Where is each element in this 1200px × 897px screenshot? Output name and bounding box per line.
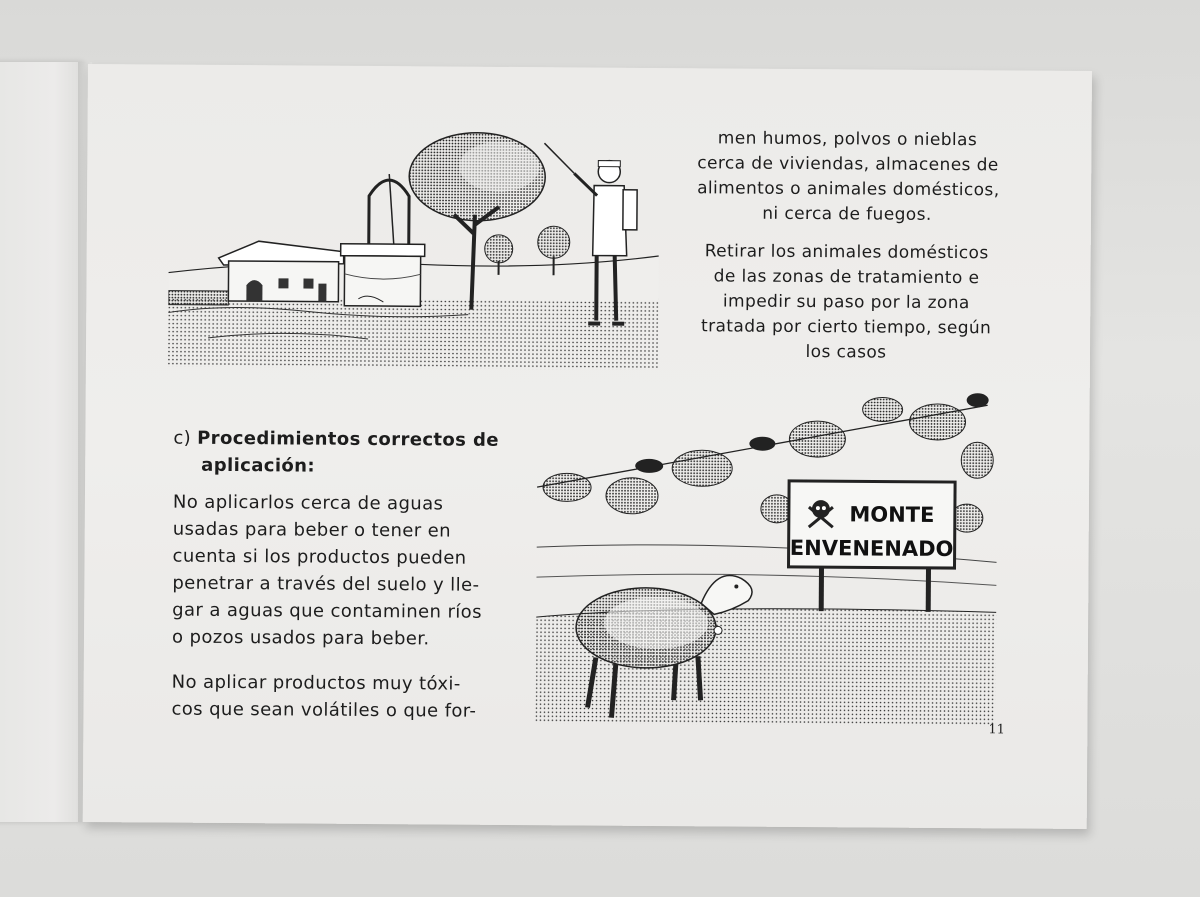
- section-heading: [173, 425, 503, 481]
- sign-line2: ENVENENADO: [789, 535, 954, 562]
- paragraph-smoke-warning: [697, 126, 998, 228]
- text-line: No aplicar productos muy tóxi-: [171, 671, 461, 695]
- text-line: cerca de viviendas, almacenes de: [697, 153, 999, 176]
- intro-text-block: [696, 126, 998, 366]
- text-line: tratada por cierto tiempo, según: [701, 316, 992, 339]
- text-line: usadas para beber o tener en: [172, 518, 452, 542]
- paragraph-water-warning: [172, 489, 503, 653]
- section-number: c): [173, 427, 192, 449]
- sign-line1: MONTE: [849, 502, 935, 527]
- section-title-line1: Procedimientos correctos de: [197, 427, 499, 451]
- poisoned-field-illustration: [535, 387, 1007, 726]
- paragraph-volatile-warning: [171, 669, 501, 725]
- text-line: men humos, polvos o nieblas: [717, 128, 978, 151]
- text-line: de las zonas de tratamiento e: [713, 266, 980, 289]
- text-line: Retirar los animales domésticos: [704, 241, 989, 264]
- left-page-edge: [0, 62, 82, 822]
- text-line: cuenta si los productos pueden: [172, 545, 467, 569]
- section-title-line2: aplicación:: [201, 454, 316, 477]
- text-line: impedir su paso por la zona: [722, 291, 970, 314]
- text-line: o pozos usados para beber.: [171, 626, 430, 650]
- text-line: los casos: [805, 342, 887, 363]
- text-line: ni cerca de fuegos.: [762, 203, 932, 225]
- farm-spraying-illustration: [168, 123, 670, 372]
- text-line: penetrar a través del suelo y lle-: [172, 572, 480, 596]
- text-line: gar a aguas que contaminen ríos: [172, 599, 482, 623]
- text-line: No aplicarlos cerca de aguas: [172, 491, 444, 515]
- page-number: 11: [988, 722, 1005, 738]
- text-line: cos que sean volátiles o que for-: [171, 698, 477, 722]
- paragraph-animals-warning: [696, 239, 997, 366]
- booklet-page: [83, 64, 1092, 829]
- text-line: alimentos o animales domésticos,: [697, 178, 1000, 201]
